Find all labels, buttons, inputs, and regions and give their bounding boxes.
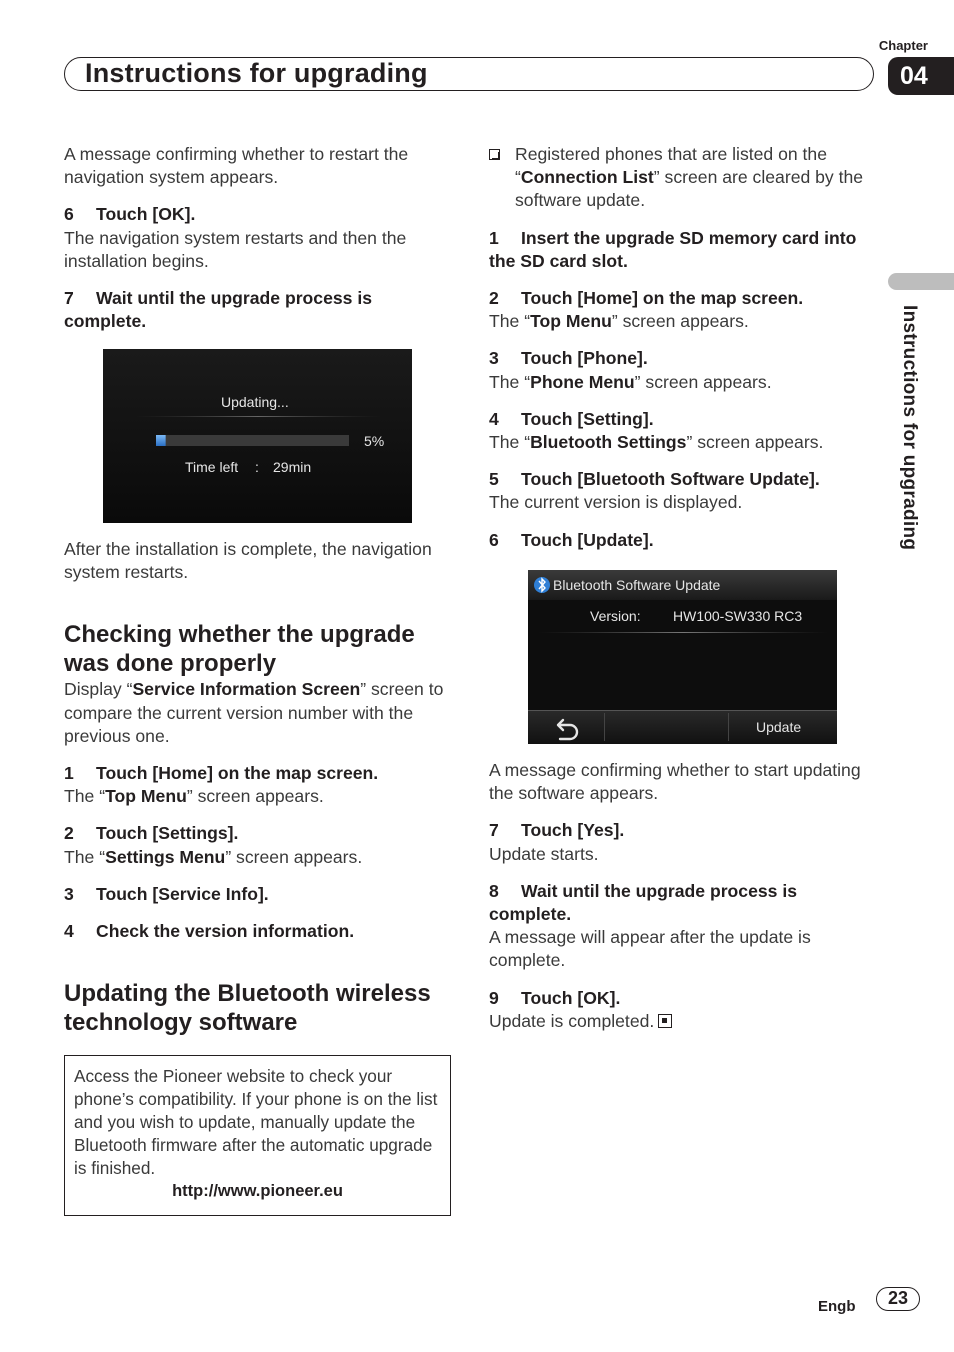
left-column-lower	[64, 538, 454, 1037]
step-heading: 3 Touch [Phone].	[489, 348, 648, 369]
step-heading: 8 Wait until the upgrade process is complete.	[489, 880, 798, 925]
version-label: Version:	[590, 608, 641, 624]
update-button[interactable]: Update	[756, 719, 802, 735]
step-desc: The “Settings Menu” screen appears.	[64, 846, 363, 867]
step-heading: 1 Insert the upgrade SD memory card into the SD card slot.	[489, 227, 857, 271]
progress-fill	[156, 435, 166, 446]
step-number: 7	[64, 288, 74, 309]
time-left-label: Time left	[185, 459, 239, 475]
updating-screenshot	[103, 349, 412, 523]
step-desc: The “Top Menu” screen appears.	[489, 311, 749, 332]
step-desc: Update starts.	[489, 843, 599, 864]
step-heading	[64, 203, 454, 226]
section-heading-bluetooth: Updating the Bluetooth wireless technology software	[64, 980, 431, 1037]
note-box	[64, 1055, 451, 1216]
side-tab-marker	[888, 273, 954, 290]
bt-screen-title: Bluetooth Software Update	[553, 577, 721, 593]
end-mark-icon	[658, 1014, 672, 1028]
version-value: HW100-SW330 RC3	[673, 608, 803, 624]
side-tab-title: Instructions for upgrading	[899, 305, 920, 551]
note-text: Access the Pioneer website to check your phone’s compatibility. If your phone is on the list and you wish to update, manually update the Bluetooth firmware after the automatic upgrade is finished.	[74, 1066, 438, 1178]
bluetooth-update-screenshot	[528, 570, 837, 744]
pioneer-url[interactable]: http://www.pioneer.eu	[172, 1182, 343, 1200]
progress-track	[156, 435, 349, 446]
step-desc: A message will appear after the update is complete.	[489, 927, 811, 971]
bt-separator	[538, 632, 828, 633]
bt-divider	[604, 713, 605, 741]
step-heading: 3 Touch [Service Info].	[64, 883, 269, 904]
step-desc: The navigation system restarts and then the installation begins.	[64, 227, 407, 271]
bluetooth-icon	[534, 577, 550, 593]
separator-line	[133, 416, 383, 417]
step-title: Touch [OK].	[96, 204, 196, 225]
after-install-text: After the installation is complete, the navigation system restarts.	[64, 539, 432, 583]
bt-bottom-line	[528, 710, 837, 711]
time-left-value: 29min	[273, 459, 312, 475]
step-heading: 2 Touch [Settings].	[64, 823, 239, 844]
intro-text: A message confirming whether to restart the navigation system appears.	[64, 144, 409, 188]
updating-label: Updating...	[221, 394, 289, 410]
step-heading: 9 Touch [OK].	[489, 987, 621, 1008]
step-heading: 1 Touch [Home] on the map screen.	[64, 763, 379, 784]
step-desc: Update is completed.	[489, 1010, 879, 1033]
step-heading: 6 Touch [Update].	[489, 529, 654, 550]
step-desc: The “Top Menu” screen appears.	[64, 786, 324, 807]
section-heading-check: Checking whether the upgrade was done properly	[64, 621, 415, 678]
step-number: 6	[64, 204, 74, 225]
step-heading: 4 Check the version information.	[64, 921, 355, 942]
step-heading: 4 Touch [Setting].	[489, 408, 654, 429]
footer-language: Engb	[818, 1298, 856, 1315]
step-desc: The “Phone Menu” screen appears.	[489, 371, 772, 392]
step-heading: 2 Touch [Home] on the map screen.	[489, 288, 804, 309]
step-desc: The “Bluetooth Settings” screen appears.	[489, 432, 824, 453]
chapter-number: 04	[888, 57, 954, 95]
note-bullet: Registered phones that are listed on the “Connection List” screen are cleared by the software update.	[489, 143, 879, 213]
page-number: 23	[876, 1287, 920, 1311]
bt-screen-graphics	[528, 570, 837, 744]
step-heading	[64, 287, 454, 333]
step-heading: 7 Touch [Yes].	[489, 820, 625, 841]
checkbox-bullet-icon	[489, 149, 500, 160]
after-screen-text: A message confirming whether to start updating the software appears.	[489, 760, 861, 804]
left-column	[64, 143, 454, 333]
step-title: Wait until the upgrade process is complete.	[64, 288, 373, 332]
right-column-lower	[489, 759, 879, 1033]
time-separator: :	[255, 459, 259, 475]
bt-divider	[728, 713, 729, 741]
progress-percent: 5%	[364, 433, 385, 449]
page-title: Instructions for upgrading	[85, 58, 428, 88]
section-desc: Display “Service Information Screen” screen to compare the current version number with the previous one.	[64, 679, 444, 746]
right-column	[489, 143, 879, 552]
step-desc: The current version is displayed.	[489, 492, 743, 513]
chapter-label: Chapter	[878, 38, 928, 53]
step-heading: 5 Touch [Bluetooth Software Update].	[489, 469, 820, 490]
